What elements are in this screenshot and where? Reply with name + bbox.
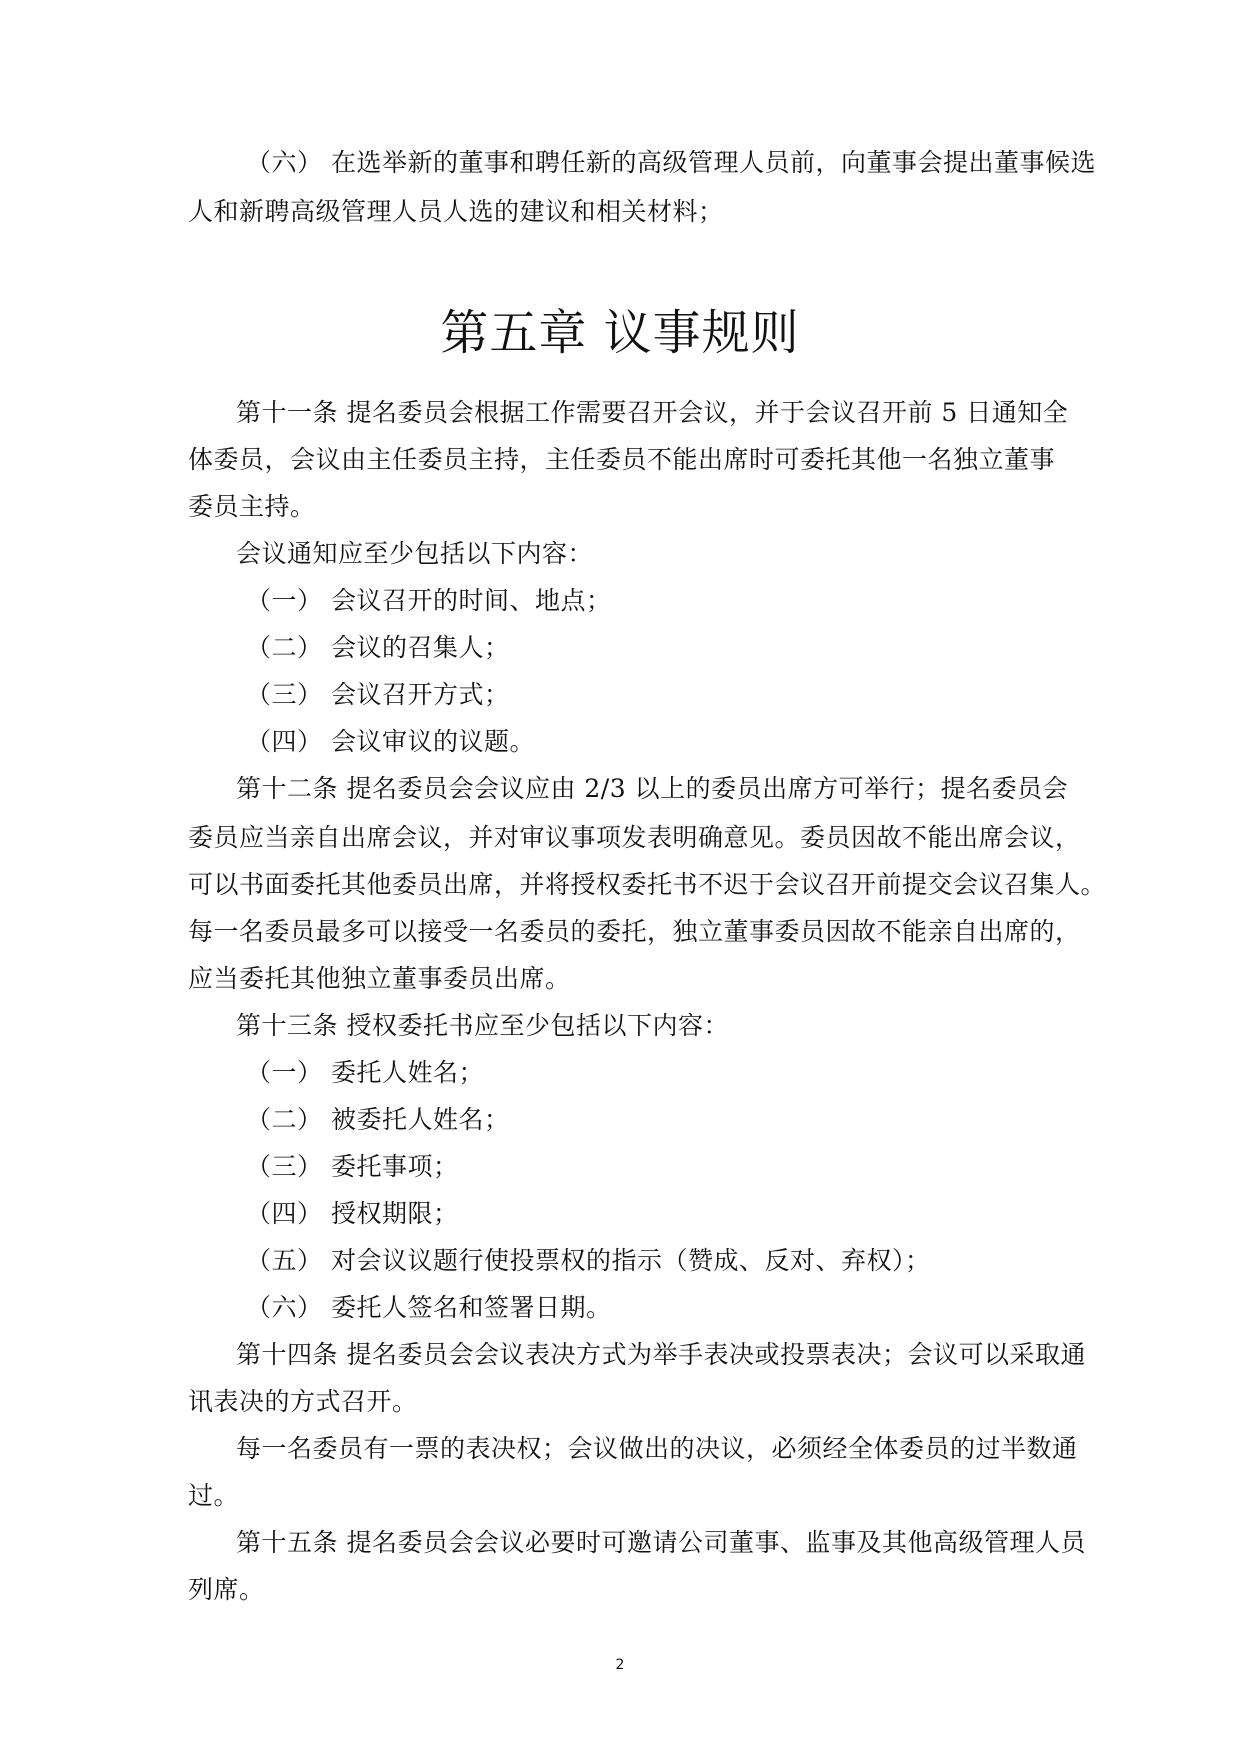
- article12-line-1: 第十二条 提名委员会会议应由 2/3 以上的委员出席方可举行；提名委员会: [236, 774, 1069, 803]
- notice-intro: 会议通知应至少包括以下内容：: [236, 539, 594, 568]
- article12-line-4: 每一名委员最多可以接受一名委员的委托，独立董事委员因故不能亲自出席的，: [188, 917, 1081, 946]
- intro-line-2: 人和新聘高级管理人员人选的建议和相关材料；: [188, 197, 724, 226]
- article13-item-4: （四） 授权期限；: [246, 1199, 459, 1228]
- article14-line-2: 讯表决的方式召开。: [188, 1387, 418, 1416]
- article11-line-3: 委员主持。: [188, 492, 316, 521]
- chapter-title: 第五章 议事规则: [440, 305, 800, 361]
- article12-line-5: 应当委托其他独立董事委员出席。: [188, 964, 571, 993]
- intro-line-1: （六） 在选举新的董事和聘任新的高级管理人员前，向董事会提出董事候选: [246, 148, 1096, 177]
- article15-line-2: 列席。: [188, 1575, 265, 1604]
- article14-line-1: 第十四条 提名委员会会议表决方式为举手表决或投票表决；会议可以采取通: [236, 1340, 1086, 1369]
- vote-line-2: 过。: [188, 1481, 240, 1510]
- article13-item-6: （六） 委托人签名和签署日期。: [246, 1293, 612, 1322]
- article13-item-2: （二） 被委托人姓名；: [246, 1105, 510, 1134]
- article13-intro: 第十三条 授权委托书应至少包括以下内容：: [236, 1011, 729, 1040]
- notice-item-4: （四） 会议审议的议题。: [246, 727, 535, 756]
- vote-line-1: 每一名委员有一票的表决权；会议做出的决议，必须经全体委员的过半数通: [236, 1434, 1078, 1463]
- article11-line-1: 第十一条 提名委员会根据工作需要召开会议，并于会议召开前 5 日通知全: [236, 398, 1069, 427]
- article13-item-3: （三） 委托事项；: [246, 1152, 459, 1181]
- article13-item-5: （五） 对会议议题行使投票权的指示（赞成、反对、弃权）；: [246, 1246, 931, 1275]
- article12-line-3: 可以书面委托其他委员出席，并将授权委托书不迟于会议召开前提交会议召集人。: [188, 870, 1107, 899]
- page-number: 2: [615, 1657, 625, 1673]
- article11-line-2: 体委员，会议由主任委员主持，主任委员不能出席时可委托其他一名独立董事: [188, 445, 1056, 474]
- notice-item-1: （一） 会议召开的时间、地点；: [246, 586, 612, 615]
- article15-line-1: 第十五条 提名委员会会议必要时可邀请公司董事、监事及其他高级管理人员: [236, 1528, 1086, 1557]
- article13-item-1: （一） 委托人姓名；: [246, 1058, 484, 1087]
- notice-item-3: （三） 会议召开方式；: [246, 680, 510, 709]
- article12-line-2: 委员应当亲自出席会议，并对审议事项发表明确意见。委员因故不能出席会议，: [188, 823, 1081, 852]
- notice-item-2: （二） 会议的召集人；: [246, 633, 510, 662]
